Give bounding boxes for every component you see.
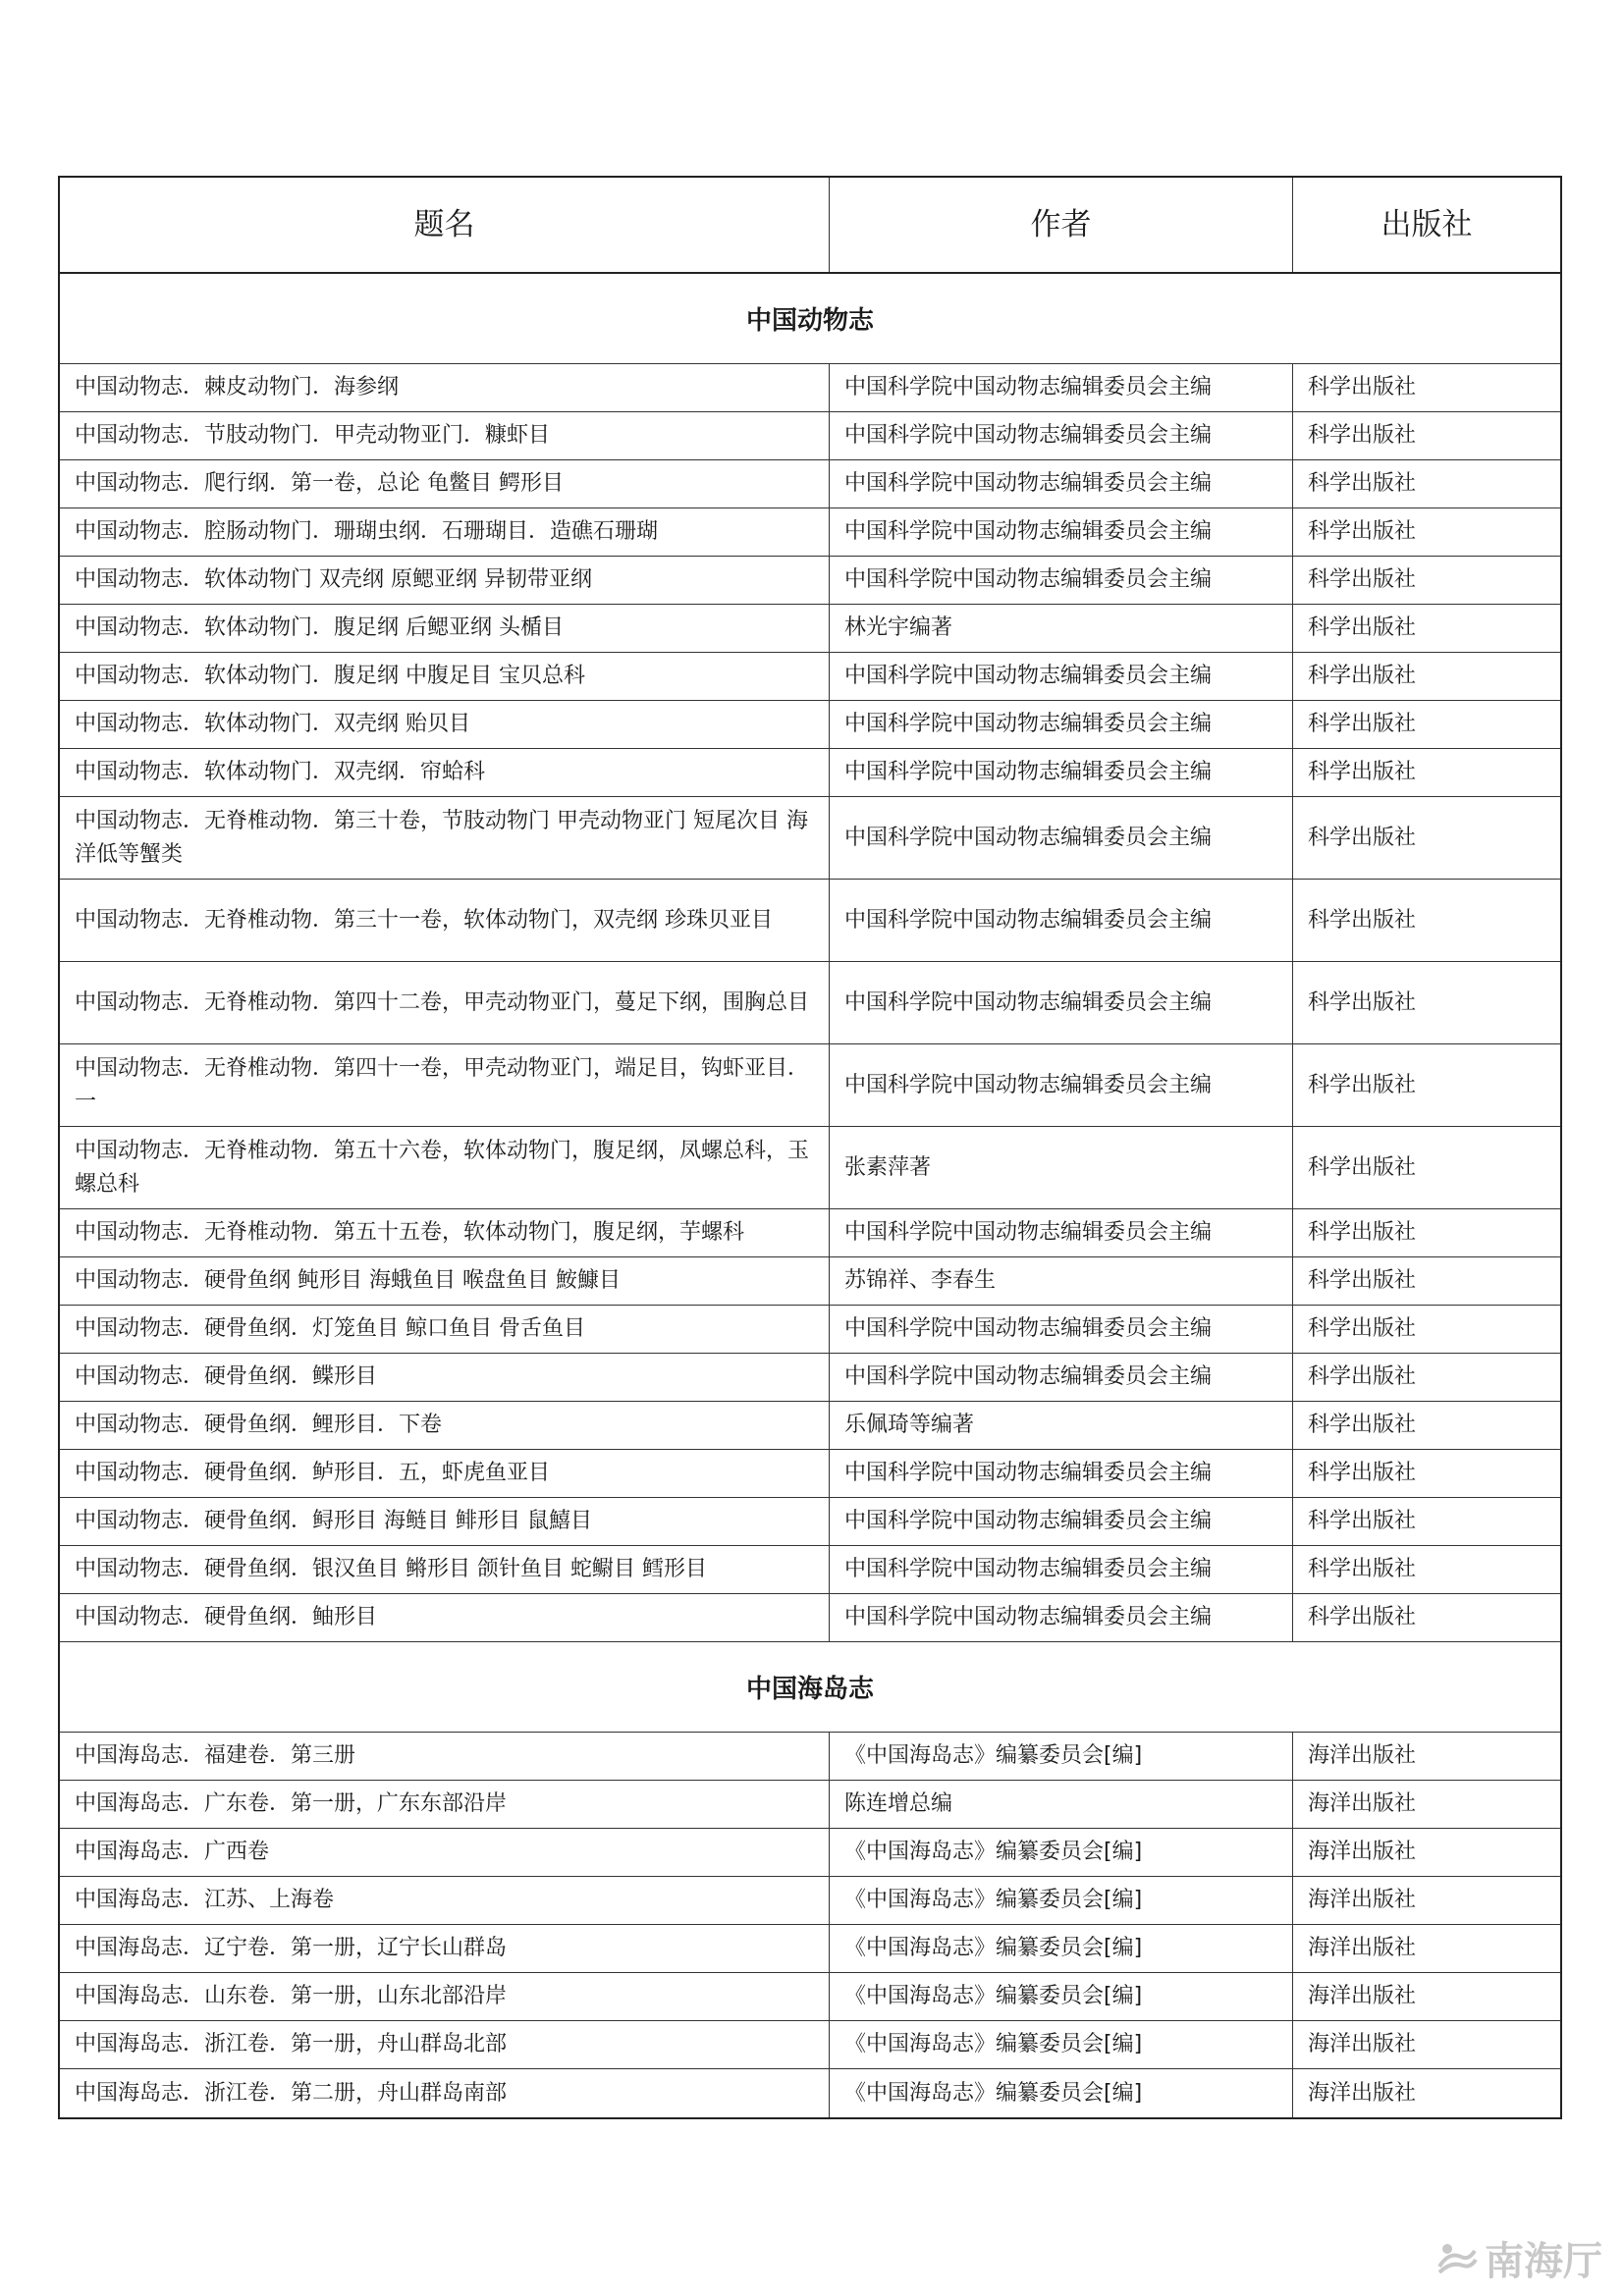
publisher-cell: 科学出版社 — [1308, 1316, 1417, 1341]
publisher-cell: 科学出版社 — [1308, 1413, 1417, 1437]
title-cell: 中国海岛志．江苏、上海卷 — [60, 1877, 830, 1924]
table-row — [60, 701, 1560, 749]
section-heading: 中国海岛志 — [60, 1642, 1560, 1733]
title-cell: 中国动物志．无脊椎动物．第四十二卷，甲壳动物亚门，蔓足下纲，围胸总目 — [60, 962, 830, 1043]
table-row — [60, 2021, 1560, 2069]
publisher-cell: 科学出版社 — [1308, 1557, 1417, 1581]
author-cell: 陈连增总编 — [830, 1781, 1293, 1828]
author-cell: 中国科学院中国动物志编辑委员会主编 — [830, 797, 1293, 879]
publisher-cell: 科学出版社 — [1308, 519, 1417, 544]
title-cell: 中国动物志．硬骨鱼纲．鲈形目．五，虾虎鱼亚目 — [60, 1450, 830, 1497]
author-cell: 中国科学院中国动物志编辑委员会主编 — [830, 1498, 1293, 1545]
author-cell: 中国科学院中国动物志编辑委员会主编 — [830, 1044, 1293, 1126]
publisher-cell: 海洋出版社 — [1308, 1984, 1417, 2008]
author-cell: 中国科学院中国动物志编辑委员会主编 — [830, 749, 1293, 796]
header-author: 作者 — [830, 178, 1293, 272]
author-cell: 中国科学院中国动物志编辑委员会主编 — [830, 412, 1293, 459]
author-cell: 《中国海岛志》编纂委员会[编] — [830, 1829, 1293, 1876]
table-row — [60, 1498, 1560, 1546]
publisher-cell: 科学出版社 — [1308, 1072, 1417, 1097]
publisher-cell: 海洋出版社 — [1308, 1791, 1417, 1816]
table-row — [60, 605, 1560, 653]
watermark — [1435, 2230, 1602, 2286]
author-cell: 中国科学院中国动物志编辑委员会主编 — [830, 460, 1293, 507]
section-heading: 中国动物志 — [60, 274, 1560, 364]
table-row — [60, 1973, 1560, 2021]
author-cell: 中国科学院中国动物志编辑委员会主编 — [830, 653, 1293, 700]
table-row — [60, 460, 1560, 508]
author-cell: 《中国海岛志》编纂委员会[编] — [830, 1925, 1293, 1972]
title-cell: 中国海岛志．浙江卷．第一册，舟山群岛北部 — [60, 2021, 830, 2068]
header-title: 题名 — [60, 178, 830, 272]
publisher-cell: 海洋出版社 — [1308, 1743, 1417, 1768]
table-row — [60, 1829, 1560, 1877]
publisher-cell: 海洋出版社 — [1308, 2080, 1417, 2106]
table-row — [60, 1044, 1560, 1127]
title-cell: 中国动物志．软体动物门．双壳纲．帘蛤科 — [60, 749, 830, 796]
publisher-cell: 科学出版社 — [1308, 1461, 1417, 1485]
title-cell: 中国动物志．爬行纲．第一卷，总论 龟鳖目 鳄形目 — [60, 460, 830, 507]
table-row — [60, 364, 1560, 412]
title-cell: 中国动物志．无脊椎动物．第三十卷，节肢动物门 甲壳动物亚门 短尾次目 海洋低等蟹类 — [60, 797, 830, 879]
title-cell: 中国动物志．软体动物门．腹足纲 后鳃亚纲 头楯目 — [60, 605, 830, 652]
publisher-cell: 科学出版社 — [1308, 907, 1417, 933]
publisher-cell: 科学出版社 — [1308, 615, 1417, 640]
table-row — [60, 1354, 1560, 1402]
publisher-cell: 海洋出版社 — [1308, 2032, 1417, 2056]
table-row — [60, 1127, 1560, 1209]
author-cell: 《中国海岛志》编纂委员会[编] — [830, 2069, 1293, 2117]
title-cell: 中国动物志．无脊椎动物．第五十六卷，软体动物门，腹足纲，凤螺总科，玉螺总科 — [60, 1127, 830, 1208]
publisher-cell: 科学出版社 — [1308, 567, 1417, 592]
title-cell: 中国动物志．无脊椎动物．第四十一卷，甲壳动物亚门，端足目，钩虾亚目．一 — [60, 1044, 830, 1126]
title-cell: 中国动物志．腔肠动物门．珊瑚虫纲．石珊瑚目．造礁石珊瑚 — [60, 508, 830, 556]
publisher-cell: 科学出版社 — [1308, 712, 1417, 736]
table-header-row — [60, 178, 1560, 274]
publisher-cell: 科学出版社 — [1308, 1605, 1417, 1629]
publisher-cell: 科学出版社 — [1308, 1509, 1417, 1533]
author-cell: 中国科学院中国动物志编辑委员会主编 — [830, 1594, 1293, 1641]
book-table — [58, 176, 1562, 2119]
publisher-cell: 科学出版社 — [1308, 989, 1417, 1015]
title-cell: 中国海岛志．广西卷 — [60, 1829, 830, 1876]
publisher-cell: 科学出版社 — [1308, 1364, 1417, 1389]
author-cell: 中国科学院中国动物志编辑委员会主编 — [830, 701, 1293, 748]
author-cell: 中国科学院中国动物志编辑委员会主编 — [830, 508, 1293, 556]
title-cell: 中国海岛志．浙江卷．第二册，舟山群岛南部 — [60, 2069, 830, 2117]
watermark-text: 南海厅 — [1485, 2239, 1602, 2284]
table-row — [60, 1781, 1560, 1829]
publisher-cell: 科学出版社 — [1308, 1154, 1417, 1180]
publisher-cell: 海洋出版社 — [1308, 1840, 1417, 1864]
author-cell: 中国科学院中国动物志编辑委员会主编 — [830, 364, 1293, 411]
table-row — [60, 653, 1560, 701]
table-row — [60, 412, 1560, 460]
author-cell: 中国科学院中国动物志编辑委员会主编 — [830, 1450, 1293, 1497]
author-cell: 中国科学院中国动物志编辑委员会主编 — [830, 962, 1293, 1043]
publisher-cell: 科学出版社 — [1308, 375, 1417, 400]
table-row — [60, 1925, 1560, 1973]
title-cell: 中国海岛志．山东卷．第一册，山东北部沿岸 — [60, 1973, 830, 2020]
title-cell: 中国动物志．硬骨鱼纲．鲉形目 — [60, 1594, 830, 1641]
author-cell: 《中国海岛志》编纂委员会[编] — [830, 1973, 1293, 2020]
author-cell: 中国科学院中国动物志编辑委员会主编 — [830, 1546, 1293, 1593]
header-publisher: 出版社 — [1380, 207, 1473, 242]
table-row — [60, 1257, 1560, 1306]
author-cell: 乐佩琦等编著 — [830, 1402, 1293, 1449]
table-row — [60, 797, 1560, 880]
table-row — [60, 508, 1560, 557]
table-row — [60, 1402, 1560, 1450]
author-cell: 中国科学院中国动物志编辑委员会主编 — [830, 1354, 1293, 1401]
title-cell: 中国动物志．硬骨鱼纲．鲟形目 海鲢目 鲱形目 鼠鱚目 — [60, 1498, 830, 1545]
publisher-cell: 科学出版社 — [1308, 471, 1417, 496]
table-row — [60, 557, 1560, 605]
title-cell: 中国动物志．无脊椎动物．第三十一卷，软体动物门，双壳纲 珍珠贝亚目 — [60, 880, 830, 961]
title-cell: 中国动物志．无脊椎动物．第五十五卷，软体动物门，腹足纲，芋螺科 — [60, 1209, 830, 1256]
table-row — [60, 1450, 1560, 1498]
title-cell: 中国动物志．软体动物门．腹足纲 中腹足目 宝贝总科 — [60, 653, 830, 700]
table-row — [60, 1546, 1560, 1594]
author-cell: 中国科学院中国动物志编辑委员会主编 — [830, 880, 1293, 961]
publisher-cell: 科学出版社 — [1308, 760, 1417, 784]
table-body — [60, 274, 1560, 2117]
table-row — [60, 1209, 1560, 1257]
publisher-cell: 科学出版社 — [1308, 664, 1417, 688]
table-row — [60, 1877, 1560, 1925]
author-cell: 林光宇编著 — [830, 605, 1293, 652]
author-cell: 《中国海岛志》编纂委员会[编] — [830, 2021, 1293, 2068]
title-cell: 中国动物志．硬骨鱼纲．银汉鱼目 鳉形目 颌针鱼目 蛇鳚目 鳕形目 — [60, 1546, 830, 1593]
title-cell: 中国动物志．棘皮动物门．海参纲 — [60, 364, 830, 411]
table-row — [60, 962, 1560, 1044]
author-cell: 《中国海岛志》编纂委员会[编] — [830, 1877, 1293, 1924]
table-row — [60, 749, 1560, 797]
title-cell: 中国海岛志．广东卷．第一册，广东东部沿岸 — [60, 1781, 830, 1828]
title-cell: 中国动物志．硬骨鱼纲．灯笼鱼目 鲸口鱼目 骨舌鱼目 — [60, 1306, 830, 1353]
author-cell: 中国科学院中国动物志编辑委员会主编 — [830, 557, 1293, 604]
title-cell: 中国动物志．硬骨鱼纲 鲀形目 海蛾鱼目 喉盘鱼目 鮟鱇目 — [60, 1257, 830, 1305]
author-cell: 苏锦祥、李春生 — [830, 1257, 1293, 1305]
table-row — [60, 1594, 1560, 1642]
author-cell: 《中国海岛志》编纂委员会[编] — [830, 1733, 1293, 1780]
author-cell: 中国科学院中国动物志编辑委员会主编 — [830, 1306, 1293, 1353]
wave-logo-icon — [1435, 2239, 1479, 2278]
publisher-cell: 科学出版社 — [1308, 423, 1417, 448]
title-cell: 中国动物志．硬骨鱼纲．鲽形目 — [60, 1354, 830, 1401]
publisher-cell: 海洋出版社 — [1308, 1888, 1417, 1912]
author-cell: 中国科学院中国动物志编辑委员会主编 — [830, 1209, 1293, 1256]
publisher-cell: 科学出版社 — [1308, 1268, 1417, 1293]
publisher-cell: 科学出版社 — [1308, 825, 1417, 850]
title-cell: 中国海岛志．辽宁卷．第一册，辽宁长山群岛 — [60, 1925, 830, 1972]
author-cell: 张素萍著 — [830, 1127, 1293, 1208]
table-row — [60, 1733, 1560, 1781]
publisher-cell: 科学出版社 — [1308, 1220, 1417, 1245]
table-row — [60, 1306, 1560, 1354]
table-row — [60, 2069, 1560, 2117]
title-cell: 中国动物志．硬骨鱼纲．鲤形目．下卷 — [60, 1402, 830, 1449]
title-cell: 中国动物志．软体动物门．双壳纲 贻贝目 — [60, 701, 830, 748]
title-cell: 中国海岛志．福建卷．第三册 — [60, 1733, 830, 1780]
title-cell: 中国动物志．软体动物门 双壳纲 原鳃亚纲 异韧带亚纲 — [60, 557, 830, 604]
publisher-cell: 海洋出版社 — [1308, 1936, 1417, 1960]
title-cell: 中国动物志．节肢动物门．甲壳动物亚门．糠虾目 — [60, 412, 830, 459]
table-row — [60, 880, 1560, 962]
